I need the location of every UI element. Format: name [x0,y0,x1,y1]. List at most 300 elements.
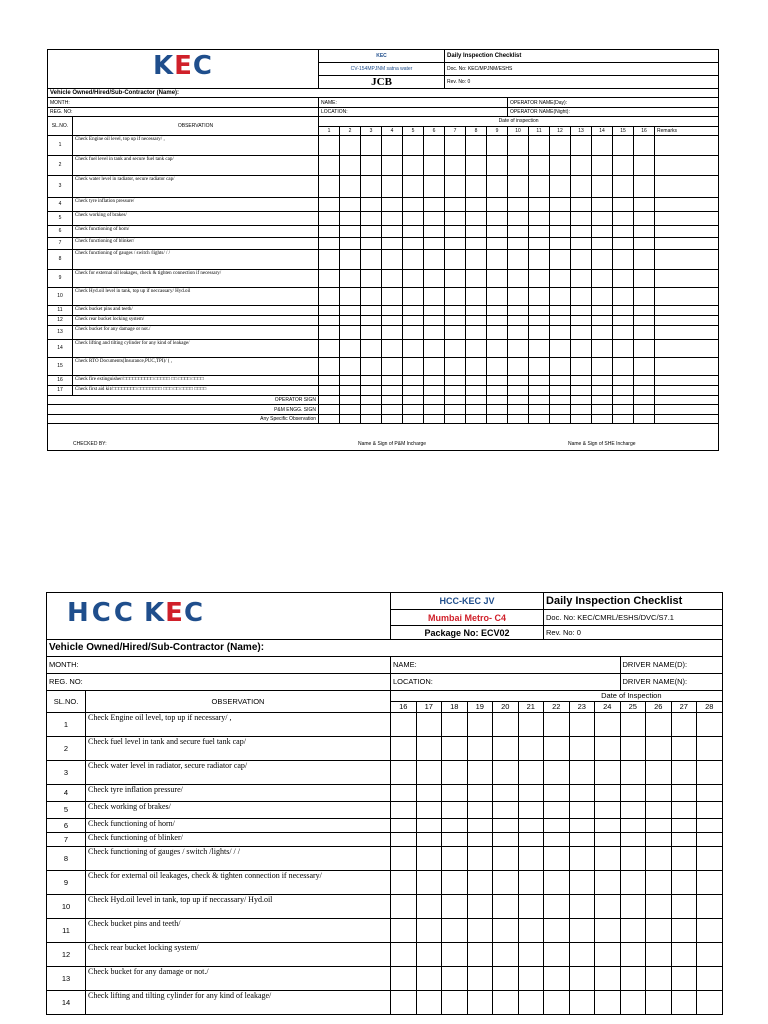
check-cell[interactable] [319,315,340,325]
check-cell[interactable] [569,847,595,871]
check-cell[interactable] [319,357,340,375]
check-cell[interactable] [382,357,403,375]
check-cell[interactable] [319,385,340,395]
check-cell[interactable] [550,269,571,287]
check-cell[interactable] [634,339,655,357]
check-cell[interactable] [592,175,613,197]
check-cell[interactable] [382,249,403,269]
check-cell[interactable] [655,305,719,315]
check-cell[interactable] [391,713,417,737]
check-cell[interactable] [613,237,634,249]
check-cell[interactable] [595,802,621,819]
check-cell[interactable] [391,943,417,967]
check-cell[interactable] [424,237,445,249]
check-cell[interactable] [613,211,634,225]
check-cell[interactable] [544,991,570,1015]
check-cell[interactable] [613,155,634,175]
check-cell[interactable] [592,305,613,315]
check-cell[interactable] [550,135,571,155]
check-cell[interactable] [382,269,403,287]
check-cell[interactable] [655,325,719,339]
check-cell[interactable] [697,919,723,943]
location-field[interactable]: LOCATION: [319,107,508,116]
check-cell[interactable] [655,339,719,357]
check-cell[interactable] [340,135,361,155]
check-cell[interactable] [508,357,529,375]
check-cell[interactable] [403,211,424,225]
check-cell[interactable] [508,135,529,155]
check-cell[interactable] [697,802,723,819]
check-cell[interactable] [595,833,621,847]
check-cell[interactable] [493,871,519,895]
check-cell[interactable] [655,315,719,325]
check-cell[interactable] [529,315,550,325]
check-cell[interactable] [518,991,544,1015]
check-cell[interactable] [634,249,655,269]
check-cell[interactable] [382,197,403,211]
check-cell[interactable] [403,375,424,385]
check-cell[interactable] [403,197,424,211]
check-cell[interactable] [620,943,646,967]
check-cell[interactable] [361,287,382,305]
check-cell[interactable] [361,175,382,197]
check-cell[interactable] [319,287,340,305]
check-cell[interactable] [424,225,445,237]
check-cell[interactable] [592,211,613,225]
check-cell[interactable] [340,357,361,375]
check-cell[interactable] [487,175,508,197]
month-field[interactable]: MONTH: [47,657,391,674]
check-cell[interactable] [529,211,550,225]
check-cell[interactable] [382,385,403,395]
check-cell[interactable] [467,943,493,967]
check-cell[interactable] [361,385,382,395]
check-cell[interactable] [445,357,466,375]
check-cell[interactable] [529,155,550,175]
check-cell[interactable] [493,785,519,802]
check-cell[interactable] [403,315,424,325]
check-cell[interactable] [416,713,442,737]
check-cell[interactable] [391,785,417,802]
check-cell[interactable] [424,357,445,375]
check-cell[interactable] [529,375,550,385]
check-cell[interactable] [571,375,592,385]
check-cell[interactable] [508,385,529,395]
check-cell[interactable] [592,325,613,339]
check-cell[interactable] [620,802,646,819]
check-cell[interactable] [487,357,508,375]
check-cell[interactable] [571,325,592,339]
check-cell[interactable] [391,919,417,943]
check-cell[interactable] [467,847,493,871]
check-cell[interactable] [467,785,493,802]
check-cell[interactable] [592,155,613,175]
check-cell[interactable] [466,315,487,325]
check-cell[interactable] [442,967,468,991]
reg-no-field[interactable]: REG. NO: [48,107,319,116]
check-cell[interactable] [467,761,493,785]
check-cell[interactable] [529,135,550,155]
check-cell[interactable] [508,211,529,225]
check-cell[interactable] [550,211,571,225]
check-cell[interactable] [416,819,442,833]
check-cell[interactable] [592,339,613,357]
check-cell[interactable] [571,197,592,211]
check-cell[interactable] [544,833,570,847]
check-cell[interactable] [466,325,487,339]
check-cell[interactable] [571,305,592,315]
check-cell[interactable] [550,385,571,395]
check-cell[interactable] [620,967,646,991]
check-cell[interactable] [508,269,529,287]
check-cell[interactable] [361,375,382,385]
check-cell[interactable] [518,761,544,785]
check-cell[interactable] [697,785,723,802]
check-cell[interactable] [442,761,468,785]
check-cell[interactable] [571,339,592,357]
check-cell[interactable] [508,325,529,339]
check-cell[interactable] [319,135,340,155]
check-cell[interactable] [382,375,403,385]
check-cell[interactable] [361,249,382,269]
check-cell[interactable] [403,237,424,249]
check-cell[interactable] [508,237,529,249]
driver-day-field[interactable]: DRIVER NAME(D): [620,657,722,674]
check-cell[interactable] [319,339,340,357]
check-cell[interactable] [391,833,417,847]
check-cell[interactable] [571,315,592,325]
check-cell[interactable] [671,871,697,895]
check-cell[interactable] [391,871,417,895]
check-cell[interactable] [595,895,621,919]
check-cell[interactable] [518,871,544,895]
check-cell[interactable] [518,943,544,967]
check-cell[interactable] [445,237,466,249]
check-cell[interactable] [493,713,519,737]
check-cell[interactable] [529,357,550,375]
check-cell[interactable] [595,847,621,871]
check-cell[interactable] [646,761,672,785]
check-cell[interactable] [634,175,655,197]
check-cell[interactable] [620,833,646,847]
check-cell[interactable] [550,225,571,237]
check-cell[interactable] [340,315,361,325]
check-cell[interactable] [487,305,508,315]
check-cell[interactable] [319,175,340,197]
check-cell[interactable] [403,339,424,357]
check-cell[interactable] [340,375,361,385]
check-cell[interactable] [466,375,487,385]
check-cell[interactable] [508,375,529,385]
check-cell[interactable] [571,135,592,155]
check-cell[interactable] [487,287,508,305]
check-cell[interactable] [595,819,621,833]
check-cell[interactable] [613,249,634,269]
check-cell[interactable] [340,155,361,175]
check-cell[interactable] [403,357,424,375]
check-cell[interactable] [592,249,613,269]
check-cell[interactable] [697,847,723,871]
check-cell[interactable] [416,802,442,819]
check-cell[interactable] [634,211,655,225]
check-cell[interactable] [613,375,634,385]
location-field[interactable]: LOCATION: [391,674,621,691]
check-cell[interactable] [550,325,571,339]
check-cell[interactable] [403,385,424,395]
check-cell[interactable] [592,385,613,395]
check-cell[interactable] [592,225,613,237]
check-cell[interactable] [424,269,445,287]
check-cell[interactable] [487,211,508,225]
check-cell[interactable] [424,175,445,197]
check-cell[interactable] [613,339,634,357]
check-cell[interactable] [391,819,417,833]
check-cell[interactable] [671,967,697,991]
check-cell[interactable] [382,287,403,305]
check-cell[interactable] [340,287,361,305]
check-cell[interactable] [569,819,595,833]
check-cell[interactable] [416,871,442,895]
check-cell[interactable] [613,325,634,339]
check-cell[interactable] [646,943,672,967]
check-cell[interactable] [571,357,592,375]
check-cell[interactable] [697,819,723,833]
check-cell[interactable] [445,249,466,269]
check-cell[interactable] [671,833,697,847]
check-cell[interactable] [487,225,508,237]
check-cell[interactable] [466,237,487,249]
check-cell[interactable] [646,802,672,819]
check-cell[interactable] [646,871,672,895]
check-cell[interactable] [403,175,424,197]
check-cell[interactable] [544,737,570,761]
check-cell[interactable] [613,385,634,395]
check-cell[interactable] [697,761,723,785]
check-cell[interactable] [571,269,592,287]
check-cell[interactable] [544,802,570,819]
check-cell[interactable] [671,761,697,785]
check-cell[interactable] [634,269,655,287]
check-cell[interactable] [467,802,493,819]
check-cell[interactable] [424,305,445,315]
check-cell[interactable] [671,847,697,871]
check-cell[interactable] [467,833,493,847]
check-cell[interactable] [361,237,382,249]
check-cell[interactable] [442,819,468,833]
check-cell[interactable] [445,325,466,339]
check-cell[interactable] [361,305,382,315]
check-cell[interactable] [613,225,634,237]
check-cell[interactable] [518,967,544,991]
check-cell[interactable] [493,761,519,785]
check-cell[interactable] [493,819,519,833]
check-cell[interactable] [571,385,592,395]
check-cell[interactable] [697,871,723,895]
check-cell[interactable] [445,385,466,395]
check-cell[interactable] [529,225,550,237]
check-cell[interactable] [544,819,570,833]
check-cell[interactable] [571,211,592,225]
check-cell[interactable] [518,819,544,833]
check-cell[interactable] [571,237,592,249]
check-cell[interactable] [544,895,570,919]
check-cell[interactable] [382,315,403,325]
check-cell[interactable] [518,895,544,919]
check-cell[interactable] [595,761,621,785]
month-field[interactable]: MONTH: [48,98,319,107]
check-cell[interactable] [466,197,487,211]
check-cell[interactable] [466,305,487,315]
check-cell[interactable] [655,197,719,211]
driver-night-field[interactable]: DRIVER NAME(N): [620,674,722,691]
check-cell[interactable] [646,895,672,919]
check-cell[interactable] [655,135,719,155]
check-cell[interactable] [595,713,621,737]
check-cell[interactable] [529,339,550,357]
check-cell[interactable] [518,802,544,819]
check-cell[interactable] [634,287,655,305]
check-cell[interactable] [529,287,550,305]
check-cell[interactable] [467,967,493,991]
check-cell[interactable] [340,175,361,197]
check-cell[interactable] [319,375,340,385]
check-cell[interactable] [613,269,634,287]
check-cell[interactable] [361,197,382,211]
check-cell[interactable] [550,287,571,305]
check-cell[interactable] [416,847,442,871]
check-cell[interactable] [319,269,340,287]
check-cell[interactable] [493,991,519,1015]
check-cell[interactable] [620,737,646,761]
check-cell[interactable] [518,737,544,761]
check-cell[interactable] [508,249,529,269]
check-cell[interactable] [508,197,529,211]
check-cell[interactable] [442,991,468,1015]
check-cell[interactable] [646,991,672,1015]
check-cell[interactable] [613,287,634,305]
check-cell[interactable] [620,785,646,802]
check-cell[interactable] [646,785,672,802]
check-cell[interactable] [569,802,595,819]
check-cell[interactable] [508,339,529,357]
check-cell[interactable] [445,315,466,325]
check-cell[interactable] [493,847,519,871]
check-cell[interactable] [671,943,697,967]
check-cell[interactable] [697,737,723,761]
check-cell[interactable] [613,175,634,197]
check-cell[interactable] [697,713,723,737]
check-cell[interactable] [634,225,655,237]
check-cell[interactable] [361,325,382,339]
check-cell[interactable] [544,871,570,895]
check-cell[interactable] [319,249,340,269]
check-cell[interactable] [403,269,424,287]
check-cell[interactable] [529,175,550,197]
check-cell[interactable] [493,919,519,943]
check-cell[interactable] [445,269,466,287]
check-cell[interactable] [319,211,340,225]
check-cell[interactable] [634,305,655,315]
check-cell[interactable] [613,197,634,211]
check-cell[interactable] [340,305,361,315]
check-cell[interactable] [595,991,621,1015]
check-cell[interactable] [466,135,487,155]
check-cell[interactable] [445,135,466,155]
check-cell[interactable] [445,155,466,175]
check-cell[interactable] [671,802,697,819]
check-cell[interactable] [487,385,508,395]
check-cell[interactable] [466,385,487,395]
check-cell[interactable] [595,785,621,802]
check-cell[interactable] [620,991,646,1015]
reg-no-field[interactable]: REG. NO: [47,674,391,691]
check-cell[interactable] [424,211,445,225]
check-cell[interactable] [442,737,468,761]
check-cell[interactable] [655,237,719,249]
check-cell[interactable] [467,713,493,737]
check-cell[interactable] [466,269,487,287]
operator-day-field[interactable]: OPERATOR NAME(Day): [508,98,719,107]
name-field[interactable]: NAME: [391,657,621,674]
check-cell[interactable] [442,943,468,967]
check-cell[interactable] [340,197,361,211]
check-cell[interactable] [466,249,487,269]
check-cell[interactable] [646,713,672,737]
check-cell[interactable] [620,713,646,737]
check-cell[interactable] [544,847,570,871]
check-cell[interactable] [655,211,719,225]
check-cell[interactable] [340,237,361,249]
check-cell[interactable] [634,237,655,249]
operator-night-field[interactable]: OPERATOR NAME(Night): [508,107,719,116]
check-cell[interactable] [487,197,508,211]
check-cell[interactable] [493,943,519,967]
check-cell[interactable] [466,175,487,197]
check-cell[interactable] [391,895,417,919]
check-cell[interactable] [595,967,621,991]
check-cell[interactable] [445,287,466,305]
check-cell[interactable] [592,375,613,385]
check-cell[interactable] [592,357,613,375]
check-cell[interactable] [569,895,595,919]
check-cell[interactable] [319,305,340,315]
check-cell[interactable] [529,325,550,339]
check-cell[interactable] [620,847,646,871]
check-cell[interactable] [634,325,655,339]
check-cell[interactable] [403,287,424,305]
check-cell[interactable] [391,761,417,785]
check-cell[interactable] [340,225,361,237]
check-cell[interactable] [569,833,595,847]
check-cell[interactable] [391,737,417,761]
check-cell[interactable] [487,375,508,385]
check-cell[interactable] [671,737,697,761]
check-cell[interactable] [340,385,361,395]
check-cell[interactable] [445,197,466,211]
check-cell[interactable] [424,135,445,155]
check-cell[interactable] [424,197,445,211]
check-cell[interactable] [487,135,508,155]
check-cell[interactable] [391,967,417,991]
check-cell[interactable] [382,225,403,237]
check-cell[interactable] [646,919,672,943]
check-cell[interactable] [655,155,719,175]
check-cell[interactable] [466,225,487,237]
check-cell[interactable] [467,737,493,761]
check-cell[interactable] [442,785,468,802]
check-cell[interactable] [697,833,723,847]
check-cell[interactable] [466,357,487,375]
